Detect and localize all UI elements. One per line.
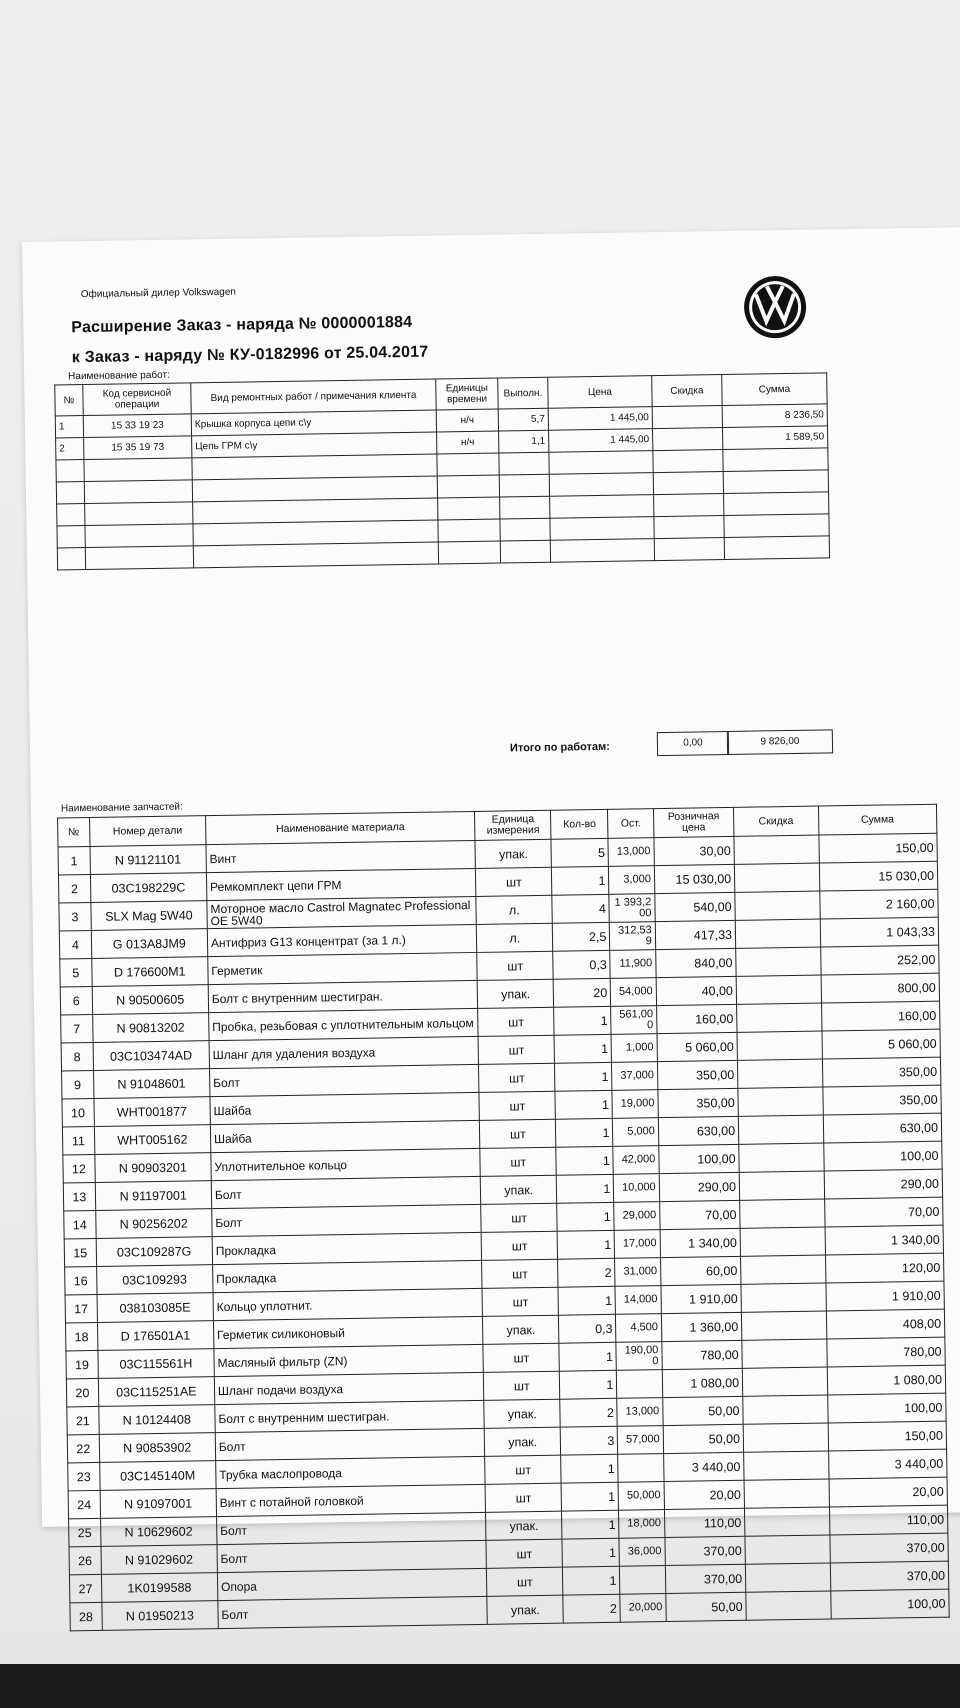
cell-part-number: 03C115561H bbox=[98, 1349, 215, 1379]
cell-stock: 14,000 bbox=[615, 1286, 661, 1315]
cell-part-number: N 90903201 bbox=[95, 1153, 212, 1183]
cell-stock: 312,53 9 bbox=[610, 922, 656, 951]
cell-unit: шт bbox=[487, 1567, 563, 1596]
cell-unit: шт bbox=[483, 1343, 559, 1372]
cell-discount bbox=[742, 1339, 827, 1368]
cell-number: 28 bbox=[70, 1602, 102, 1630]
cell-qty: 1 bbox=[557, 1202, 614, 1231]
works-col-price: Цена bbox=[548, 376, 652, 409]
cell-qty: 0,3 bbox=[559, 1314, 616, 1343]
cell-part-number: 03C198229C bbox=[90, 873, 207, 903]
cell-unit: шт bbox=[482, 1287, 558, 1316]
cell-number: 20 bbox=[66, 1378, 98, 1406]
dealer-label: Официальный дилер Volkswagen bbox=[80, 286, 237, 301]
cell-price: 780,00 bbox=[662, 1340, 743, 1369]
cell-discount bbox=[739, 1143, 824, 1172]
cell-qty: 1 bbox=[561, 1454, 618, 1483]
cell-discount bbox=[740, 1199, 825, 1228]
cell-sum: 370,00 bbox=[830, 1533, 949, 1563]
cell-discount bbox=[736, 947, 821, 976]
cell-unit: л. bbox=[476, 895, 552, 924]
cell-unit: шт bbox=[481, 1203, 557, 1232]
cell-name: Кольцо уплотнит. bbox=[213, 1288, 483, 1320]
cell-name: Шланг для удаления воздуха bbox=[209, 1036, 479, 1068]
cell-number: 25 bbox=[69, 1518, 101, 1546]
cell-name: Шланг подачи воздуха bbox=[214, 1372, 484, 1404]
cell-stock: 1 393,2 00 bbox=[609, 894, 655, 923]
cell-discount bbox=[739, 1171, 824, 1200]
cell-stock bbox=[620, 1566, 666, 1595]
cell-sum: 1 910,00 bbox=[826, 1281, 945, 1311]
cell-number: 11 bbox=[62, 1126, 94, 1154]
cell-code: 15 33 19 23 bbox=[83, 414, 191, 438]
cell-part-number: N 90500605 bbox=[92, 985, 209, 1015]
cell-part-number: N 10629602 bbox=[100, 1517, 217, 1547]
parts-col-name: Наименование материала bbox=[205, 811, 475, 844]
cell-discount bbox=[746, 1591, 831, 1620]
cell-sum: 630,00 bbox=[823, 1113, 942, 1143]
cell-sum: 408,00 bbox=[826, 1309, 945, 1339]
cell-price: 1 360,00 bbox=[661, 1312, 742, 1341]
cell-discount bbox=[740, 1227, 825, 1256]
cell-number: 7 bbox=[61, 1014, 93, 1042]
cell-qty: 1 bbox=[555, 1090, 612, 1119]
cell-name: Болт с внутренним шестигран. bbox=[215, 1400, 485, 1432]
cell-name: Трубка маслопровода bbox=[216, 1456, 486, 1488]
cell-unit: шт bbox=[479, 1063, 555, 1092]
cell-number: 3 bbox=[59, 903, 91, 931]
cell-sum: 350,00 bbox=[822, 1085, 941, 1115]
cell-discount bbox=[735, 919, 820, 948]
cell-qty: 1 bbox=[556, 1146, 613, 1175]
cell-sum: 110,00 bbox=[829, 1505, 948, 1535]
cell-sum: 150,00 bbox=[819, 833, 938, 863]
cell-stock: 18,000 bbox=[619, 1510, 665, 1539]
cell-discount bbox=[737, 1003, 822, 1032]
cell-name: Масляный фильтр (ZN) bbox=[214, 1344, 484, 1376]
cell-sum: 1 080,00 bbox=[827, 1365, 946, 1395]
cell-qty: 5,7 bbox=[498, 408, 548, 431]
cell-price: 50,00 bbox=[666, 1592, 747, 1621]
cell-part-number: N 91121101 bbox=[90, 845, 207, 875]
works-col-number: № bbox=[55, 385, 83, 416]
cell-name: Шайба bbox=[210, 1120, 480, 1152]
cell-stock: 57,000 bbox=[618, 1426, 664, 1455]
cell-price: 3 440,00 bbox=[663, 1452, 744, 1481]
cell-part-number: N 91097001 bbox=[100, 1489, 217, 1519]
cell-stock: 36,000 bbox=[619, 1538, 665, 1567]
cell-number: 19 bbox=[66, 1350, 98, 1378]
cell-number: 1 bbox=[58, 847, 90, 875]
cell-part-number: N 90853902 bbox=[99, 1433, 216, 1463]
cell-part-number: 03C109287G bbox=[96, 1237, 213, 1267]
cell-name: Болт с внутренним шестигран. bbox=[208, 980, 478, 1012]
parts-col-number: № bbox=[58, 818, 90, 847]
cell-stock: 3,000 bbox=[609, 866, 655, 895]
cell-unit: упак. bbox=[475, 839, 551, 868]
cell-discount bbox=[738, 1059, 823, 1088]
cell-stock: 50,000 bbox=[618, 1482, 664, 1511]
cell-qty: 1 bbox=[557, 1230, 614, 1259]
cell-discount bbox=[737, 1031, 822, 1060]
cell-price: 20,00 bbox=[664, 1480, 745, 1509]
cell-qty: 1 bbox=[552, 866, 609, 895]
cell-part-number: SLX Mag 5W40 bbox=[91, 901, 208, 931]
cell-qty: 4 bbox=[552, 894, 609, 923]
cell-sum: 100,00 bbox=[827, 1393, 946, 1423]
parts-col-discount: Скидка bbox=[734, 806, 819, 836]
cell-discount bbox=[741, 1255, 826, 1284]
cell-number: 15 bbox=[64, 1238, 96, 1266]
cell-part-number: 03C115251AE bbox=[98, 1377, 215, 1407]
works-col-name: Вид ремонтных работ / примечания клиента bbox=[191, 379, 436, 414]
cell-stock: 5,000 bbox=[613, 1118, 659, 1147]
cell-price: 630,00 bbox=[658, 1116, 739, 1145]
cell-name: Шайба bbox=[210, 1092, 480, 1124]
cell-name: Прокладка bbox=[212, 1260, 482, 1292]
cell-number: 6 bbox=[60, 986, 92, 1014]
cell-unit: упак. bbox=[486, 1511, 562, 1540]
cell-qty: 5 bbox=[551, 838, 608, 867]
cell-qty: 1 bbox=[557, 1174, 614, 1203]
cell-unit: шт bbox=[476, 867, 552, 896]
cell-number: 10 bbox=[62, 1098, 94, 1126]
cell-name: Винт bbox=[206, 840, 476, 872]
cell-price: 417,33 bbox=[655, 920, 736, 949]
cell-sum: 1 589,50 bbox=[723, 426, 828, 450]
cell-part-number: 038103085E bbox=[97, 1293, 214, 1323]
cell-part-number: N 90256202 bbox=[95, 1209, 212, 1239]
works-section-label: Наименование работ: bbox=[68, 369, 170, 383]
cell-price: 50,00 bbox=[663, 1396, 744, 1425]
cell-discount bbox=[736, 975, 821, 1004]
cell-name: Болт bbox=[218, 1596, 488, 1628]
cell-number: 22 bbox=[67, 1434, 99, 1462]
cell-qty: 1 bbox=[561, 1482, 618, 1511]
cell-unit: шт bbox=[485, 1455, 561, 1484]
cell-sum: 290,00 bbox=[824, 1169, 943, 1199]
cell-qty: 1 bbox=[554, 1034, 611, 1063]
cell-number: 2 bbox=[56, 438, 84, 460]
cell-sum: 3 440,00 bbox=[828, 1449, 947, 1479]
cell-unit: шт bbox=[481, 1231, 557, 1260]
cell-price: 350,00 bbox=[658, 1088, 739, 1117]
cell-price: 350,00 bbox=[657, 1060, 738, 1089]
cell-part-number: N 90813202 bbox=[92, 1013, 209, 1043]
cell-unit: шт bbox=[486, 1539, 562, 1568]
cell-unit: шт bbox=[477, 951, 553, 980]
cell-part-number: 1K0199588 bbox=[101, 1573, 218, 1603]
parts-col-price: Розничная цена bbox=[653, 807, 734, 837]
cell-unit: шт bbox=[485, 1483, 561, 1512]
cell-sum: 70,00 bbox=[824, 1197, 943, 1227]
cell-stock: 17,000 bbox=[614, 1230, 660, 1259]
cell-stock: 19,000 bbox=[612, 1090, 658, 1119]
cell-part-number: G 013A8JM9 bbox=[91, 929, 208, 959]
works-col-code: Код сервисной операции bbox=[83, 383, 191, 416]
cell-sum: 150,00 bbox=[828, 1421, 947, 1451]
cell-name: Уплотнительное кольцо bbox=[211, 1148, 481, 1180]
page-title: Расширение Заказ - наряда № 0000001884 bbox=[71, 313, 413, 337]
cell-stock bbox=[617, 1370, 663, 1399]
cell-unit: шт bbox=[480, 1119, 556, 1148]
works-col-unit: Единицы времени bbox=[436, 378, 498, 410]
cell-number: 26 bbox=[69, 1546, 101, 1574]
cell-sum: 1 043,33 bbox=[820, 917, 939, 947]
cell-qty: 1 bbox=[554, 1006, 611, 1035]
cell-discount bbox=[738, 1115, 823, 1144]
cell-name: Болт bbox=[216, 1512, 486, 1544]
cell-price: 50,00 bbox=[663, 1424, 744, 1453]
cell-name: Болт bbox=[209, 1064, 479, 1096]
parts-section-label: Наименование запчастей: bbox=[60, 801, 183, 815]
cell-part-number: N 91197001 bbox=[95, 1181, 212, 1211]
cell-qty: 2 bbox=[563, 1594, 620, 1623]
cell-qty: 1 bbox=[560, 1370, 617, 1399]
cell-sum: 780,00 bbox=[826, 1337, 945, 1367]
cell-name: Ремкомплект цепи ГРМ bbox=[206, 868, 476, 900]
cell-discount bbox=[734, 835, 819, 864]
cell-qty: 0,3 bbox=[553, 950, 610, 979]
cell-sum: 120,00 bbox=[825, 1253, 944, 1283]
cell-price: 40,00 bbox=[656, 976, 737, 1005]
cell-number: 2 bbox=[58, 875, 90, 903]
cell-stock bbox=[618, 1454, 664, 1483]
cell-name: Цепь ГРМ с\у bbox=[192, 432, 437, 458]
cell-name: Герметик силиконовый bbox=[213, 1316, 483, 1348]
cell-stock: 1,000 bbox=[611, 1034, 657, 1063]
cell-unit: упак. bbox=[477, 979, 553, 1008]
cell-sum: 252,00 bbox=[820, 945, 939, 975]
parts-table bbox=[57, 801, 950, 1632]
cell-qty: 1,1 bbox=[499, 430, 549, 453]
cell-stock: 11,900 bbox=[610, 950, 656, 979]
cell-qty: 3 bbox=[561, 1426, 618, 1455]
cell-part-number: 03C103474AD bbox=[93, 1041, 210, 1071]
cell-qty: 20 bbox=[553, 978, 610, 1007]
cell-unit: шт bbox=[478, 1007, 554, 1036]
cell-qty: 1 bbox=[558, 1286, 615, 1315]
cell-code: 15 35 19 73 bbox=[84, 436, 192, 460]
cell-price: 60,00 bbox=[660, 1256, 741, 1285]
works-total-label: Итого по работам: bbox=[509, 740, 610, 755]
cell-name: Болт bbox=[211, 1176, 481, 1208]
cell-sum: 15 030,00 bbox=[819, 861, 938, 891]
cell-name: Антифриз G13 концентрат (за 1 л.) bbox=[207, 924, 477, 956]
cell-name: Моторное масло Castrol Magnatec Professional OE 5W40 bbox=[207, 896, 477, 928]
cell-stock: 29,000 bbox=[614, 1202, 660, 1231]
cell-sum: 350,00 bbox=[822, 1057, 941, 1087]
cell-part-number: N 91029602 bbox=[101, 1545, 218, 1575]
cell-discount bbox=[743, 1423, 828, 1452]
cell-sum: 800,00 bbox=[821, 973, 940, 1003]
desk-edge bbox=[0, 1664, 960, 1708]
cell-sum: 8 236,50 bbox=[722, 404, 827, 428]
cell-unit: упак. bbox=[484, 1427, 560, 1456]
document-sheet bbox=[22, 227, 960, 1624]
works-total-discount: 0,00 bbox=[657, 731, 729, 756]
cell-price: 1 910,00 bbox=[661, 1284, 742, 1313]
cell-stock: 54,000 bbox=[611, 978, 657, 1007]
cell-sum: 370,00 bbox=[830, 1561, 949, 1591]
works-col-done: Выполн. bbox=[498, 377, 548, 409]
cell-unit: упак. bbox=[483, 1315, 559, 1344]
parts-col-sum: Сумма bbox=[818, 804, 937, 835]
vw-logo-icon bbox=[743, 275, 808, 340]
cell-name: Винт с потайной головкой bbox=[216, 1484, 486, 1516]
cell-stock: 4,500 bbox=[616, 1314, 662, 1343]
works-col-discount: Скидка bbox=[652, 375, 722, 407]
cell-sum: 100,00 bbox=[830, 1589, 949, 1619]
cell-unit: шт bbox=[480, 1147, 556, 1176]
cell-number: 5 bbox=[60, 958, 92, 986]
cell-name: Пробка, резьбовая с уплотнительным кольцом bbox=[209, 1008, 479, 1040]
cell-name: Болт bbox=[217, 1540, 487, 1572]
cell-sum: 5 060,00 bbox=[822, 1029, 941, 1059]
cell-unit: шт bbox=[482, 1259, 558, 1288]
cell-number: 8 bbox=[61, 1042, 93, 1070]
cell-stock: 10,000 bbox=[614, 1174, 660, 1203]
cell-discount bbox=[741, 1283, 826, 1312]
cell-part-number: N 10124408 bbox=[98, 1405, 215, 1435]
parts-col-part-number: Номер детали bbox=[89, 816, 206, 847]
cell-unit: шт bbox=[484, 1371, 560, 1400]
cell-name: Болт bbox=[212, 1204, 482, 1236]
cell-name: Прокладка bbox=[212, 1232, 482, 1264]
cell-qty: 1 bbox=[563, 1566, 620, 1595]
cell-qty: 1 bbox=[562, 1510, 619, 1539]
cell-number: 21 bbox=[67, 1406, 99, 1434]
cell-price: 840,00 bbox=[656, 948, 737, 977]
cell-price: 110,00 bbox=[664, 1508, 745, 1537]
cell-part-number: D 176501A1 bbox=[97, 1321, 214, 1351]
cell-qty: 1 bbox=[559, 1342, 616, 1371]
cell-discount bbox=[745, 1507, 830, 1536]
cell-name: Крышка корпуса цепи с\у bbox=[191, 410, 436, 436]
cell-discount bbox=[744, 1479, 829, 1508]
cell-number: 23 bbox=[68, 1462, 100, 1490]
cell-sum: 1 340,00 bbox=[825, 1225, 944, 1255]
cell-name: Герметик bbox=[208, 952, 478, 984]
cell-part-number: N 91048601 bbox=[93, 1069, 210, 1099]
cell-number: 16 bbox=[65, 1266, 97, 1294]
cell-sum: 2 160,00 bbox=[819, 889, 938, 919]
cell-price: 15 030,00 bbox=[654, 864, 735, 893]
cell-name: Болт bbox=[215, 1428, 485, 1460]
cell-number: 18 bbox=[65, 1322, 97, 1350]
cell-stock: 13,000 bbox=[608, 838, 654, 867]
cell-part-number: 03C109293 bbox=[96, 1265, 213, 1295]
cell-stock: 190,00 0 bbox=[616, 1342, 662, 1371]
cell-price: 1 445,00 bbox=[548, 407, 652, 431]
cell-number: 17 bbox=[65, 1294, 97, 1322]
cell-unit: упак. bbox=[481, 1175, 557, 1204]
cell-number: 12 bbox=[63, 1154, 95, 1182]
cell-number: 1 bbox=[55, 416, 83, 438]
cell-unit: л. bbox=[477, 923, 553, 952]
cell-price: 290,00 bbox=[659, 1172, 740, 1201]
cell-unit: н/ч bbox=[436, 409, 498, 432]
cell-sum: 100,00 bbox=[823, 1141, 942, 1171]
works-col-sum: Сумма bbox=[722, 373, 827, 406]
cell-price: 540,00 bbox=[655, 892, 736, 921]
cell-sum: 160,00 bbox=[821, 1001, 940, 1031]
cell-qty: 2,5 bbox=[553, 922, 610, 951]
cell-number: 27 bbox=[69, 1574, 101, 1602]
cell-discount bbox=[745, 1563, 830, 1592]
works-total-sum: 9 826,00 bbox=[727, 729, 833, 755]
cell-stock: 37,000 bbox=[612, 1062, 658, 1091]
cell-discount bbox=[744, 1451, 829, 1480]
page-subtitle: к Заказ - наряду № КУ-0182996 от 25.04.2017 bbox=[71, 343, 429, 367]
cell-price: 370,00 bbox=[665, 1536, 746, 1565]
cell-part-number: N 01950213 bbox=[102, 1601, 219, 1631]
cell-price: 5 060,00 bbox=[657, 1032, 738, 1061]
cell-discount bbox=[743, 1395, 828, 1424]
cell-unit: упак. bbox=[487, 1595, 563, 1624]
cell-stock: 561,00 0 bbox=[611, 1006, 657, 1035]
cell-discount bbox=[745, 1535, 830, 1564]
cell-stock: 31,000 bbox=[615, 1258, 661, 1287]
cell-qty: 2 bbox=[560, 1398, 617, 1427]
cell-discount bbox=[738, 1087, 823, 1116]
parts-col-stock: Ост. bbox=[608, 809, 654, 839]
cell-qty: 1 bbox=[555, 1062, 612, 1091]
cell-stock: 42,000 bbox=[613, 1146, 659, 1175]
cell-unit: шт bbox=[479, 1091, 555, 1120]
cell-number: 13 bbox=[63, 1182, 95, 1210]
cell-number: 24 bbox=[68, 1490, 100, 1518]
cell-discount bbox=[741, 1311, 826, 1340]
cell-price: 100,00 bbox=[659, 1144, 740, 1173]
cell-stock: 13,000 bbox=[617, 1398, 663, 1427]
cell-unit: упак. bbox=[484, 1399, 560, 1428]
cell-number: 9 bbox=[62, 1070, 94, 1098]
cell-discount bbox=[652, 406, 722, 429]
cell-part-number: 03C145140M bbox=[99, 1461, 216, 1491]
cell-part-number: WHT001877 bbox=[94, 1097, 211, 1127]
cell-qty: 1 bbox=[556, 1118, 613, 1147]
cell-stock: 20,000 bbox=[620, 1594, 666, 1623]
cell-price: 370,00 bbox=[665, 1564, 746, 1593]
cell-unit: шт bbox=[478, 1035, 554, 1064]
cell-discount bbox=[742, 1367, 827, 1396]
cell-price: 1 340,00 bbox=[660, 1228, 741, 1257]
cell-number: 14 bbox=[64, 1210, 96, 1238]
parts-col-qty: Кол-во bbox=[551, 809, 608, 839]
cell-qty: 1 bbox=[562, 1538, 619, 1567]
cell-discount bbox=[735, 891, 820, 920]
parts-col-unit: Единица измерения bbox=[475, 810, 552, 840]
cell-price: 1 080,00 bbox=[662, 1368, 743, 1397]
cell-discount bbox=[653, 428, 723, 451]
cell-number: 4 bbox=[59, 931, 91, 959]
cell-price: 70,00 bbox=[659, 1200, 740, 1229]
cell-qty: 2 bbox=[558, 1258, 615, 1287]
cell-unit: н/ч bbox=[437, 431, 499, 454]
cell-price: 30,00 bbox=[654, 836, 735, 865]
cell-name: Опора bbox=[217, 1568, 487, 1600]
cell-part-number: D 176600M1 bbox=[91, 957, 208, 987]
cell-price: 160,00 bbox=[656, 1004, 737, 1033]
cell-discount bbox=[734, 863, 819, 892]
cell-sum: 20,00 bbox=[829, 1477, 948, 1507]
cell-part-number: WHT005162 bbox=[94, 1125, 211, 1155]
cell-price: 1 445,00 bbox=[549, 429, 653, 453]
works-table bbox=[54, 369, 830, 570]
